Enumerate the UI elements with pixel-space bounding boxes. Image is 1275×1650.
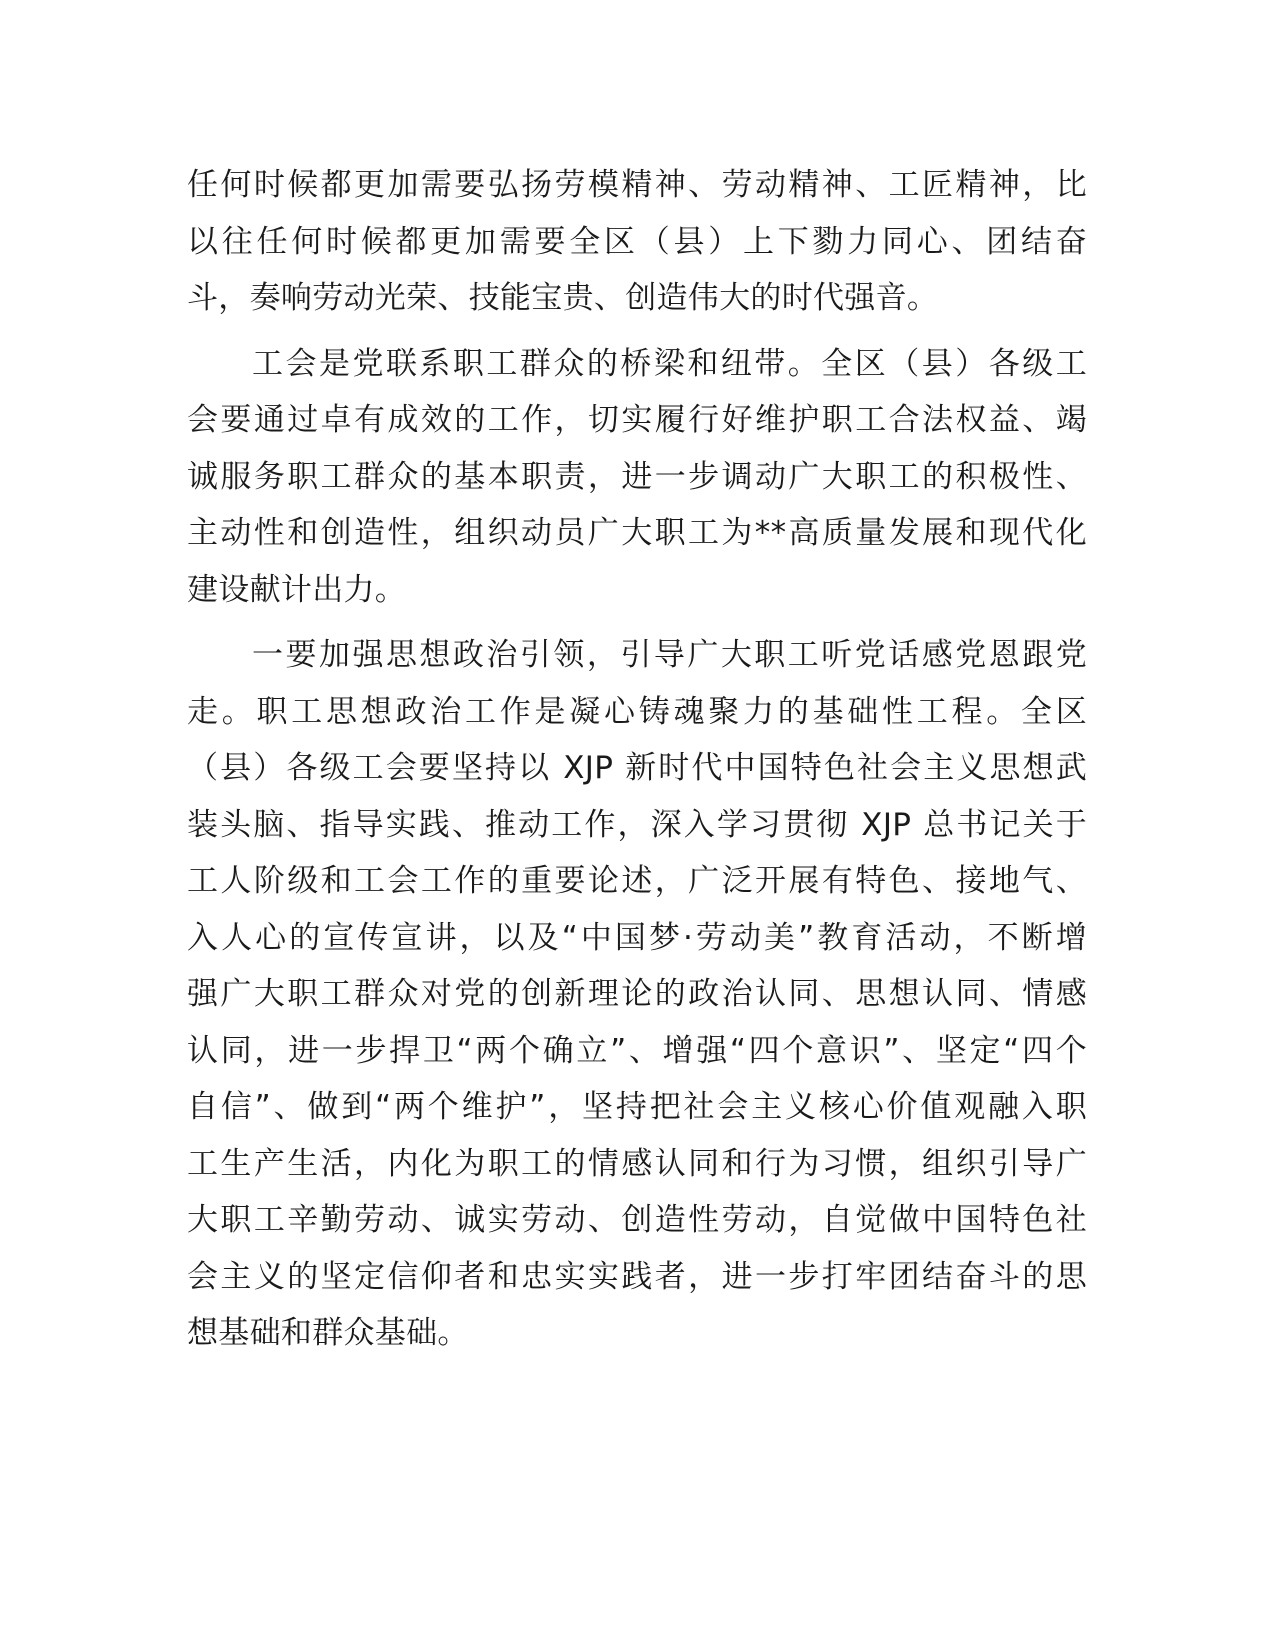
text-line: 入人心的宣传宣讲，以及“中国梦·劳动美”教育活动，不断增	[187, 919, 1087, 956]
text-line: 任何时候都更加需要弘扬劳模精神、劳动精神、工匠精神，比	[187, 167, 1087, 203]
text-line: 工人阶级和工会工作的重要论述，广泛开展有特色、接地气、	[187, 863, 1087, 899]
text-line: 强广大职工群众对党的创新理论的政治认同、思想认同、情感	[187, 976, 1087, 1012]
paragraph-2	[187, 336, 1087, 619]
text-line: 自信”、做到“两个维护”，坚持把社会主义核心价值观融入职	[187, 1089, 1087, 1125]
text-line: （县）各级工会要坚持以 XJP 新时代中国特色社会主义思想武	[187, 750, 1087, 786]
paragraph-3	[187, 627, 1087, 1362]
paragraph-1	[187, 157, 1087, 327]
paragraph-gap	[187, 327, 1087, 336]
text-line: 会要通过卓有成效的工作，切实履行好维护职工合法权益、竭	[187, 402, 1087, 438]
text-line: 建设献计出力。	[187, 571, 407, 608]
text-line: 以往任何时候都更加需要全区（县）上下勠力同心、团结奋	[187, 223, 1087, 260]
text-line: 斗，奏响劳动光荣、技能宝贵、创造伟大的时代强音。	[187, 280, 939, 316]
text-line: 认同，进一步捍卫“两个确立”、增强“四个意识”、坚定“四个	[187, 1032, 1087, 1069]
text-line: 一要加强思想政治引领，引导广大职工听党话感党恩跟党	[252, 637, 1087, 673]
text-line: 工会是党联系职工群众的桥梁和纽带。全区（县）各级工	[252, 345, 1087, 382]
paragraph-gap	[187, 618, 1087, 627]
text-line: 走。职工思想政治工作是凝心铸魂聚力的基础性工程。全区	[187, 693, 1087, 730]
text-line: 大职工辛勤劳动、诚实劳动、创造性劳动，自觉做中国特色社	[187, 1202, 1087, 1238]
text-line: 诚服务职工群众的基本职责，进一步调动广大职工的积极性、	[187, 458, 1087, 495]
text-line: 装头脑、指导实践、推动工作，深入学习贯彻 XJP 总书记关于	[187, 806, 1087, 843]
text-line: 主动性和创造性，组织动员广大职工为**高质量发展和现代化	[187, 515, 1087, 551]
text-line: 工生产生活，内化为职工的情感认同和行为习惯，组织引导广	[187, 1145, 1087, 1182]
text-line: 想基础和群众基础。	[187, 1315, 469, 1351]
text-line: 会主义的坚定信仰者和忠实实践者，进一步打牢团结奋斗的思	[187, 1258, 1087, 1295]
document-body	[187, 157, 1087, 1362]
